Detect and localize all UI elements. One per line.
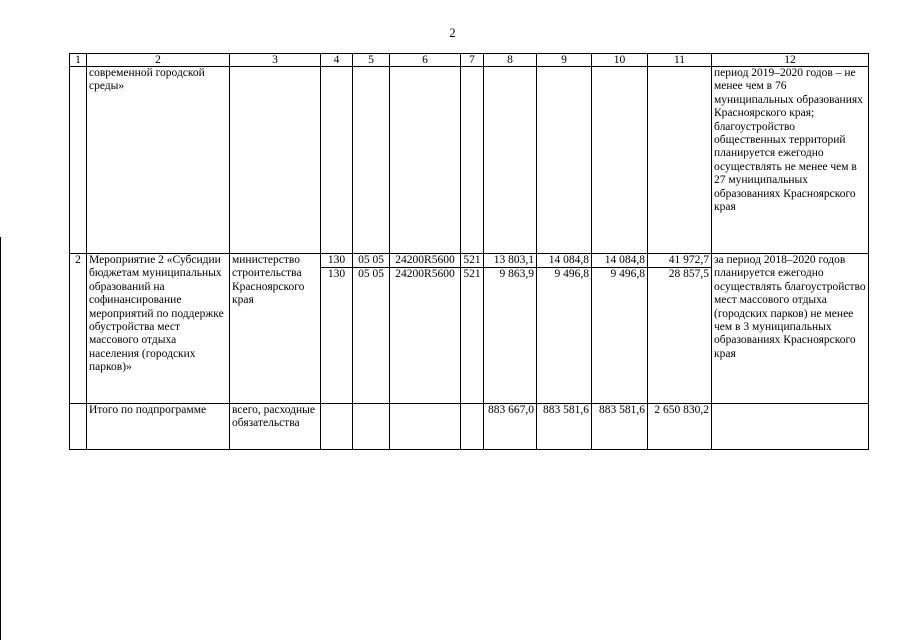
- header-col-11: 11: [648, 54, 712, 67]
- row2-line2-col9: 9 496,8: [537, 267, 591, 281]
- row2-col10: [592, 254, 648, 404]
- header-col-3: 3: [230, 54, 321, 67]
- row2-col5: [353, 254, 390, 404]
- row2-line2-col10: 9 496,8: [592, 267, 647, 281]
- row2-line1-col11: 41 972,7: [668, 254, 709, 266]
- row2-line1-col7: 521: [463, 254, 481, 266]
- total-type: всего, расходные обязательства: [230, 404, 321, 450]
- row2-col6: [390, 254, 461, 404]
- header-col-10: 10: [592, 54, 648, 67]
- total-label: Итого по подпрограмме: [87, 404, 230, 450]
- row2-line2-col4: 130: [321, 267, 352, 281]
- row2-measure-name: Мероприятие 2 «Субсидии бюджетам муниципальных образований на софинансирование мероприятий по поддержке обустройства мест массового отдыха населения (городских парков)»: [87, 254, 230, 404]
- left-margin-line: [0, 237, 1, 640]
- header-col-5: 5: [353, 54, 390, 67]
- row2-line2-col7: 521: [461, 267, 483, 281]
- header-col-7: 7: [461, 54, 484, 67]
- row2-line1-col10: 14 084,8: [604, 254, 645, 266]
- row2-line1-col4: 130: [327, 254, 346, 266]
- row2-line1-col9: 14 084,8: [548, 254, 589, 266]
- total-col8: 883 667,0: [484, 404, 537, 450]
- row2-col11: [648, 254, 712, 404]
- cont-col2-text: современной городской среды»: [87, 67, 230, 254]
- total-col10: 883 581,6: [592, 404, 648, 450]
- row2-col8: [484, 254, 537, 404]
- row2-result: за период 2018–2020 годов планируется ежегодно осуществлять благоустройство мест массового отдыха (городских парков) не менее чем в 3 муниципальных образованиях Красноярского края: [712, 254, 869, 404]
- row2-line1-col5: 05 05: [358, 254, 384, 266]
- header-col-12: 12: [712, 54, 869, 67]
- row2-line2-col8: 9 863,9: [484, 267, 536, 281]
- table-row-measure-2: [70, 254, 869, 404]
- page-number: 2: [449, 26, 456, 40]
- row2-col9: [537, 254, 592, 404]
- row2-number: 2: [70, 254, 87, 404]
- header-col-2: 2: [87, 54, 230, 67]
- table-row-total: [70, 404, 869, 450]
- row2-line2-col11: 28 857,5: [648, 267, 711, 281]
- header-col-8: 8: [484, 54, 537, 67]
- header-col-9: 9: [537, 54, 592, 67]
- row2-line2-col5: 05 05: [353, 267, 389, 281]
- header-col-4: 4: [321, 54, 353, 67]
- program-table: [69, 53, 869, 450]
- total-col9: 883 581,6: [537, 404, 592, 450]
- header-row: [70, 54, 869, 67]
- row2-executor: министерство строительства Красноярского края: [230, 254, 321, 404]
- header-col-6: 6: [390, 54, 461, 67]
- header-col-1: 1: [70, 54, 87, 67]
- table-row-continuation: [70, 67, 869, 254]
- row2-col4: [321, 254, 353, 404]
- row2-col7: [461, 254, 484, 404]
- row2-line1-col8: 13 803,1: [493, 254, 534, 266]
- row2-line1-col6: 24200R5600: [395, 254, 455, 266]
- row2-line2-col6: 24200R5600: [390, 267, 460, 281]
- cont-col12-text: период 2019–2020 годов – не менее чем в 76 муниципальных образованиях Красноярского края; благоустройство общественных территорий планируется ежегодно осуществлять не менее чем в 27 муниципальных образованиях Красноярского края: [712, 67, 869, 254]
- total-col11: 2 650 830,2: [648, 404, 712, 450]
